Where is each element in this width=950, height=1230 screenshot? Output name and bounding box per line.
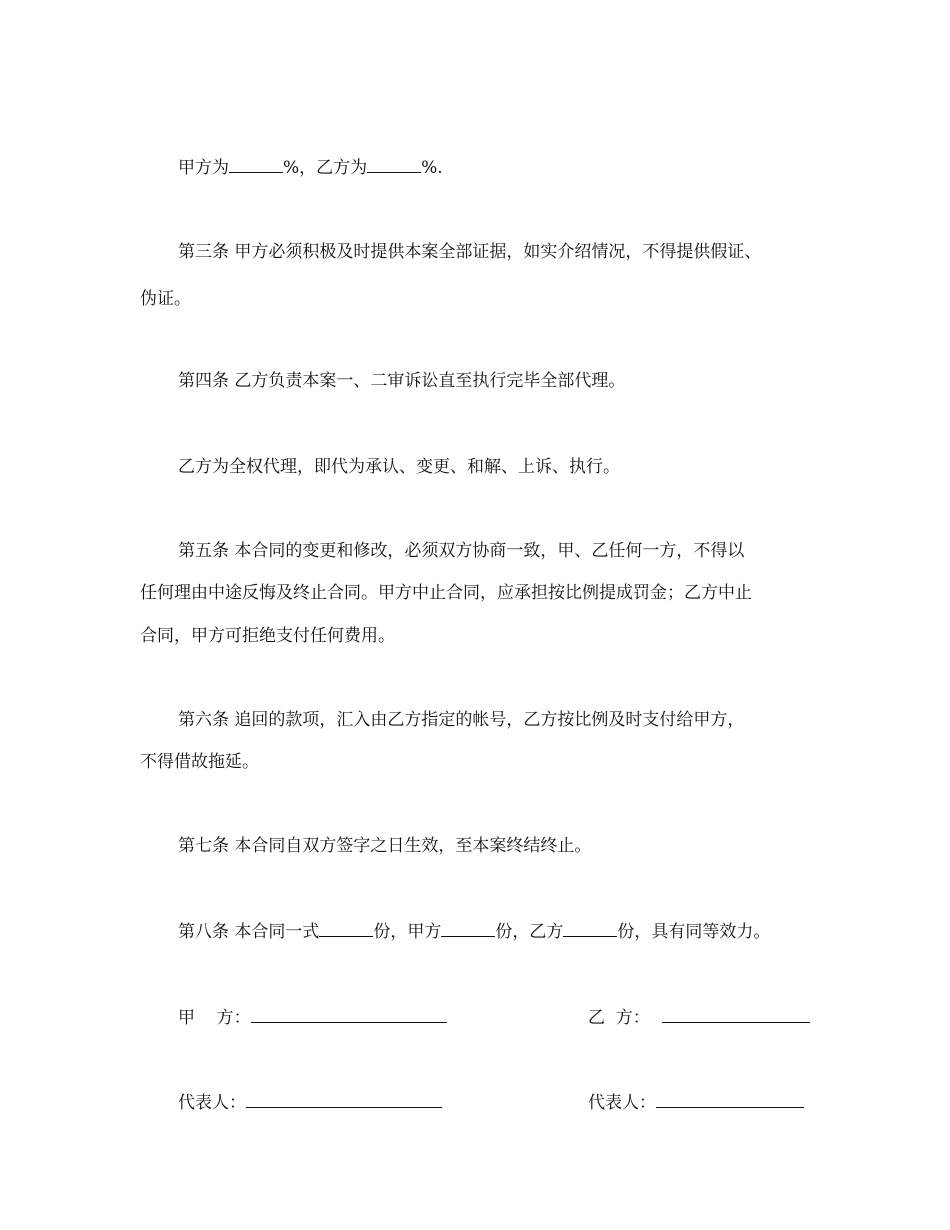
- ratio-blank-b[interactable]: [367, 158, 421, 173]
- article8-part2: 份，甲方: [373, 922, 442, 942]
- article8-part3: 份，乙方: [495, 922, 564, 942]
- ratio-pct-b: %.: [421, 158, 443, 178]
- ratio-blank-a[interactable]: [229, 158, 283, 173]
- rep-a-label: 代表人：: [178, 1093, 246, 1113]
- article4-line1: 第四条 乙方负责本案一、二审诉讼直至执行完毕全部代理。: [178, 371, 626, 391]
- ratio-pct-a: %，: [283, 158, 317, 178]
- rep-a-sign-blank[interactable]: [246, 1093, 442, 1108]
- article6-line1: 第六条 追回的款项，汇入由乙方指定的帐号，乙方按比例及时支付给甲方，: [178, 710, 745, 730]
- article8-part4: 份，具有同等效力。: [617, 922, 771, 942]
- party-a-sign-blank[interactable]: [251, 1008, 447, 1023]
- article5-line2: 任何理由中途反悔及终止合同。甲方中止合同，应承担按比例提成罚金；乙方中止: [140, 583, 752, 603]
- article3-line1: 第三条 甲方必须积极及时提供本案全部证据，如实介绍情况，不得提供假证、: [178, 242, 762, 262]
- article5-line1: 第五条 本合同的变更和修改，必须双方协商一致，甲、乙任何一方，不得以: [178, 541, 745, 561]
- party-a-label: 甲 方：: [178, 1008, 251, 1028]
- article6-line2: 不得借故拖延。: [140, 752, 259, 772]
- copies-total-blank[interactable]: [319, 922, 373, 937]
- party-b-sign-blank[interactable]: [662, 1008, 810, 1023]
- article5-line3: 合同，甲方可拒绝支付任何费用。: [140, 626, 395, 646]
- copies-party-a-blank[interactable]: [441, 922, 495, 937]
- agency-line: 乙方为全权代理，即代为承认、变更、和解、上诉、执行。: [178, 457, 620, 477]
- copies-party-b-blank[interactable]: [563, 922, 617, 937]
- rep-a-signature: [178, 1093, 442, 1113]
- party-b-signature: [588, 1008, 810, 1028]
- article8-part1: 第八条 本合同一式: [178, 922, 320, 942]
- rep-b-label: 代表人：: [588, 1093, 656, 1113]
- article8-line: [178, 922, 770, 942]
- party-b-label: 乙 方：: [588, 1008, 650, 1028]
- ratio-label-b: 乙方为: [316, 158, 368, 178]
- article7-line1: 第七条 本合同自双方签字之日生效，至本案终结终止。: [178, 836, 592, 856]
- rep-b-signature: [588, 1093, 804, 1113]
- party-a-signature: [178, 1008, 447, 1028]
- article3-line2: 伪证。: [140, 289, 191, 309]
- ratio-line: [178, 158, 443, 178]
- rep-b-sign-blank[interactable]: [656, 1093, 804, 1108]
- ratio-label-a: 甲方为: [178, 158, 229, 178]
